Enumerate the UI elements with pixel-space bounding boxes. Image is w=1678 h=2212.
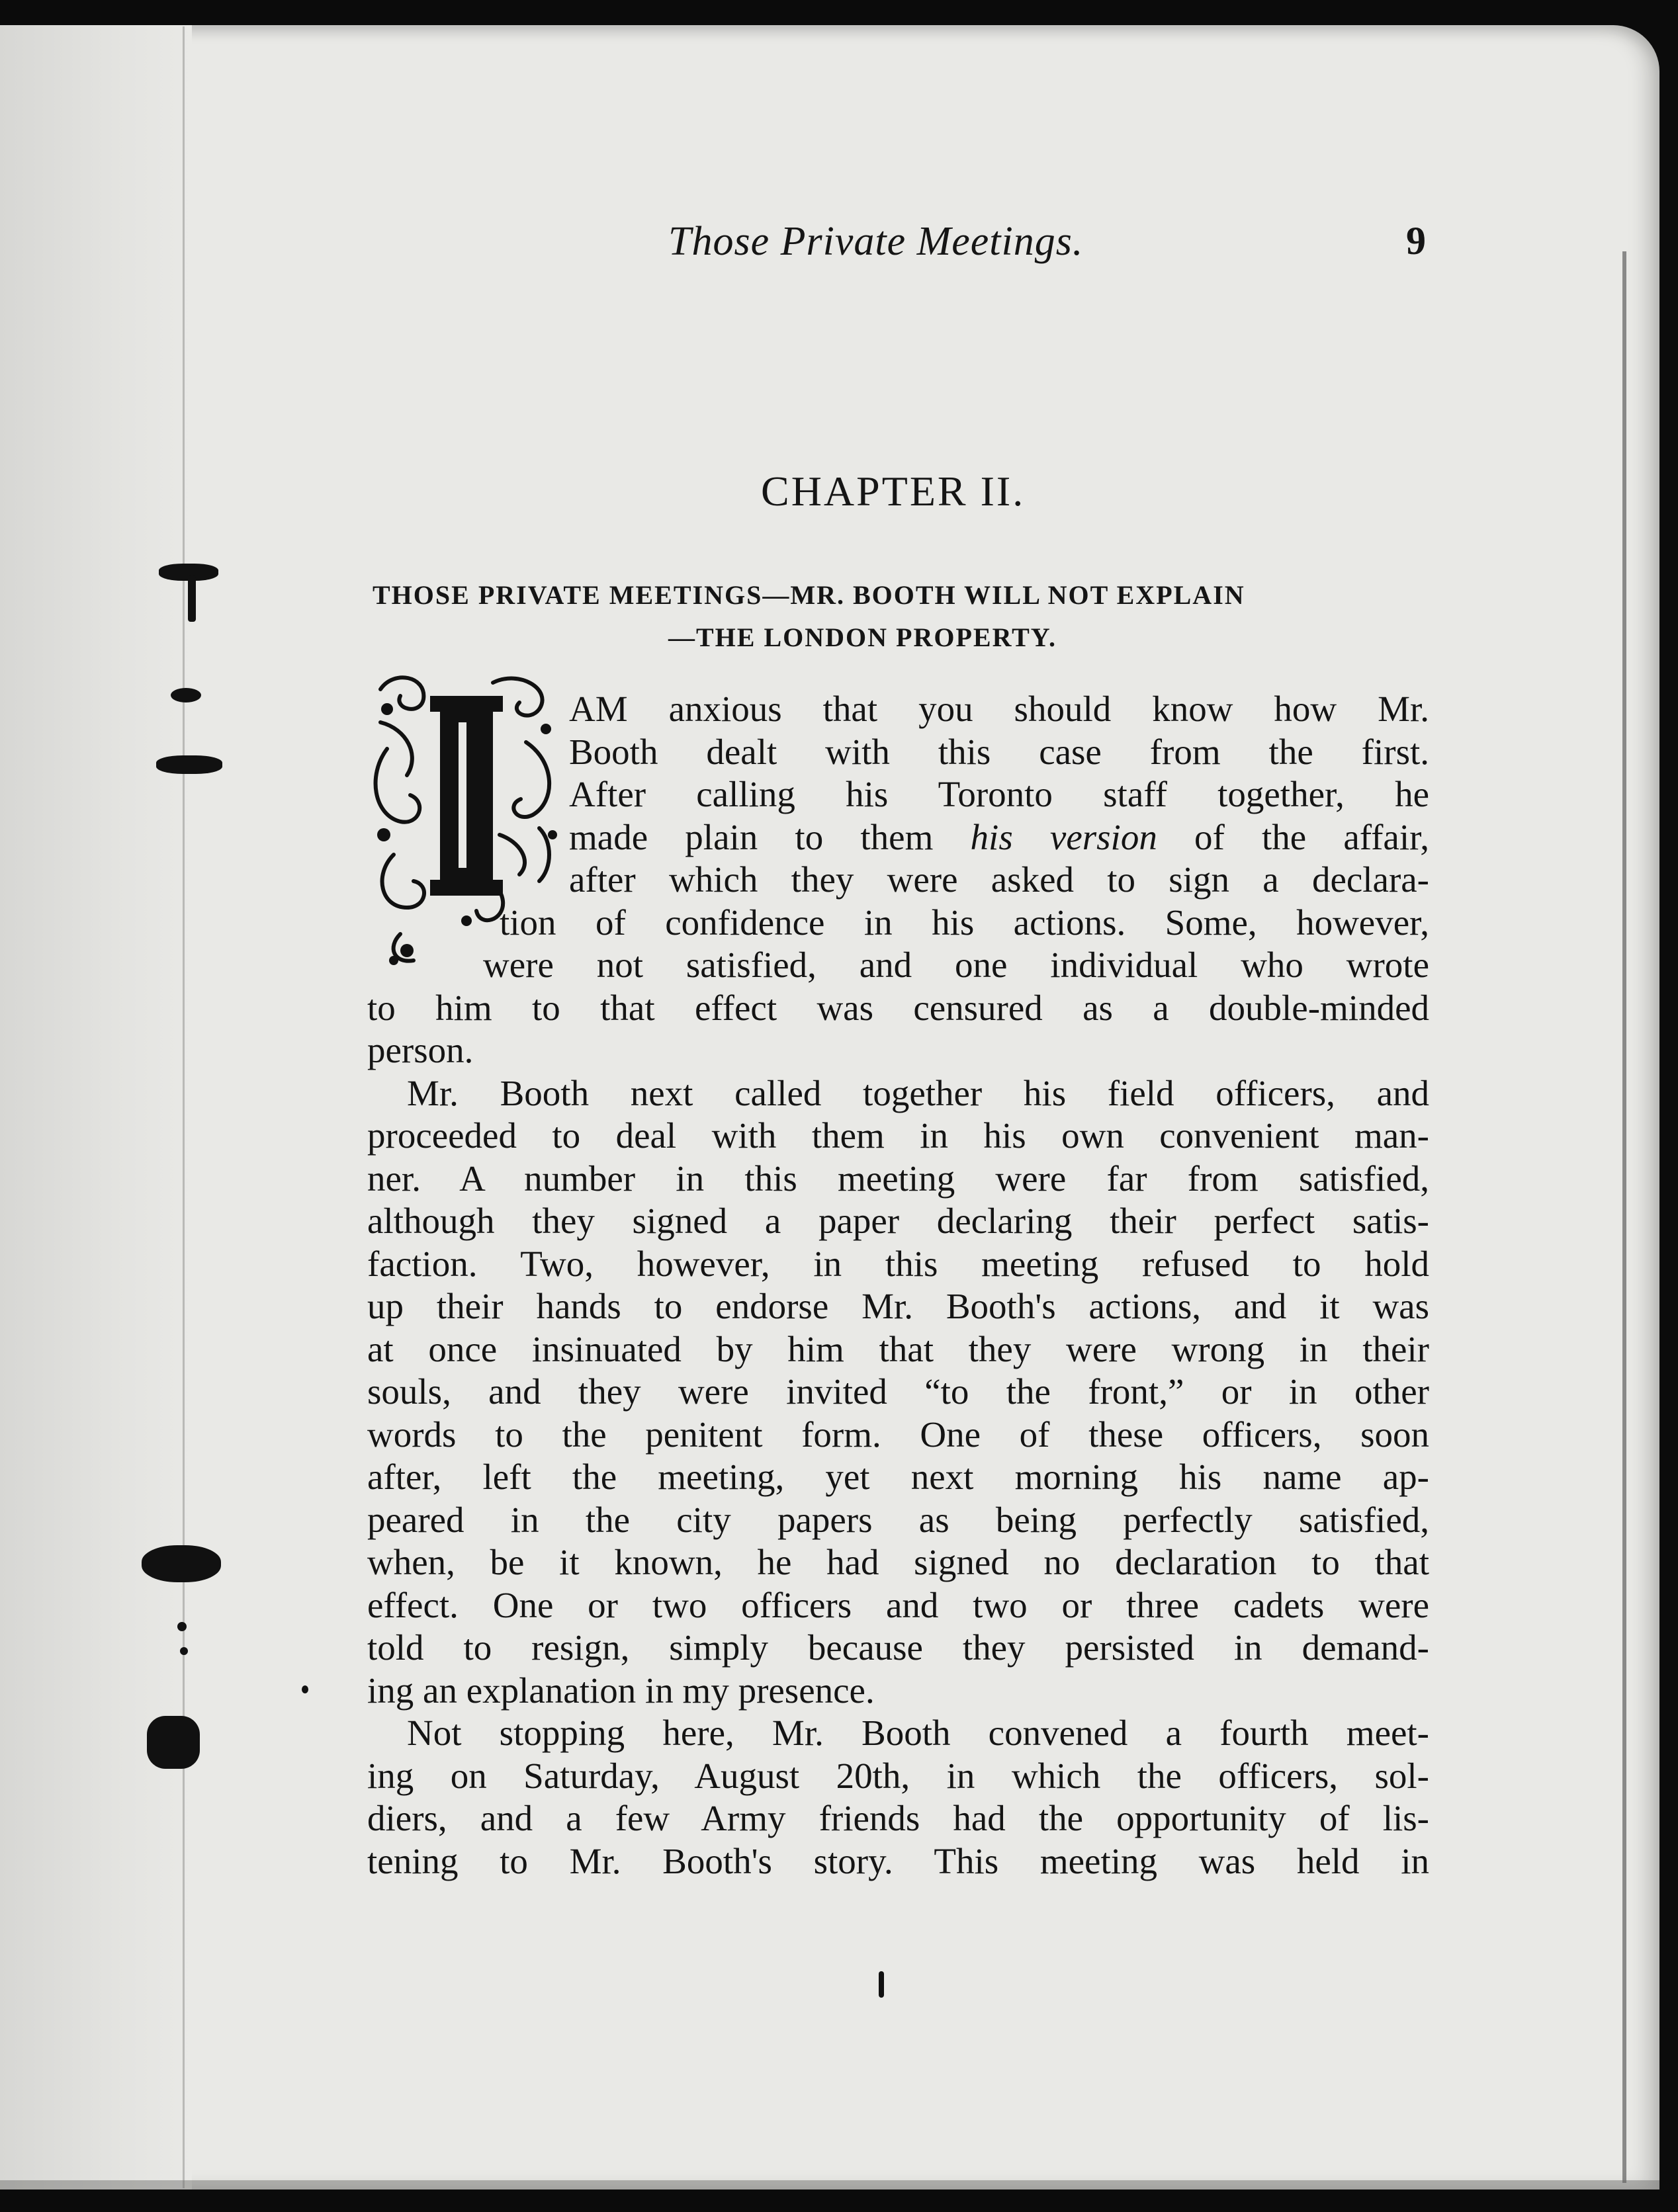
text-line: ing an explanation in my presence.	[367, 1670, 875, 1711]
text-line: were not satisfied, and one individual who wrote	[483, 945, 1429, 985]
text-line: although they signed a paper declaring their perfect satis-	[367, 1201, 1429, 1241]
text-line: Booth dealt with this case from the first.	[569, 731, 1429, 772]
text-line: After calling his Toronto staff together, he	[569, 774, 1429, 814]
running-head	[0, 218, 1678, 271]
binding-gutter	[0, 25, 192, 2190]
text-line: person.	[367, 1030, 474, 1070]
text-line: effect. One or two officers and two or three cadets were	[367, 1584, 1429, 1625]
binding-mark	[879, 1971, 884, 1998]
binding-mark	[156, 755, 222, 774]
binding-mark	[171, 688, 201, 702]
paragraph	[367, 1712, 1429, 1883]
body-text	[367, 688, 1429, 1883]
text-line: AM anxious that you should know how Mr.	[569, 689, 1429, 729]
paragraph	[367, 1072, 1429, 1713]
chapter-summary-line: THOSE PRIVATE MEETINGS—MR. BOOTH WILL NOT EXPLAIN	[373, 580, 1245, 610]
text-line: after which they were asked to sign a declara-	[569, 859, 1429, 900]
text-line: Not stopping here, Mr. Booth convened a fourth meet-	[407, 1713, 1429, 1753]
binding-mark	[147, 1716, 200, 1769]
text-line: Mr. Booth next called together his field officers, and	[407, 1072, 1429, 1113]
fold-line	[183, 26, 185, 2188]
chapter-summary-line: —THE LONDON PROPERTY.	[668, 622, 1057, 652]
text-line: faction. Two, however, in this meeting refused to hold	[367, 1243, 1429, 1284]
text-line: made plain to them his version of the affair,	[569, 816, 1429, 857]
binding-mark	[188, 575, 196, 622]
text-line: words to the penitent form. One of these officers, soon	[367, 1414, 1429, 1455]
page-number: 9	[1406, 219, 1426, 263]
text-line: after, left the meeting, yet next morning his name ap-	[367, 1457, 1429, 1497]
chapter-heading-text: CHAPTER II.	[761, 468, 1026, 515]
text-line: tening to Mr. Booth's story. This meeting was held in	[367, 1840, 1429, 1881]
text-line: proceeded to deal with them in his own convenient man-	[367, 1115, 1429, 1156]
text-line: at once insinuated by him that they were wrong in their	[367, 1328, 1429, 1369]
text-line: to him to that effect was censured as a double-minded	[367, 987, 1429, 1028]
text-line: tion of confidence in his actions. Some, however,	[500, 902, 1429, 943]
text-line: souls, and they were invited “to the front,” or in other	[367, 1371, 1429, 1412]
text-line: peared in the city papers as being perfectly satisfied,	[367, 1499, 1429, 1540]
binding-mark	[142, 1545, 221, 1582]
text-line: ing on Saturday, August 20th, in which the officers, sol-	[367, 1755, 1429, 1796]
paragraph	[367, 688, 1429, 1072]
running-head-title: Those Private Meetings.	[668, 219, 1084, 264]
text-line: when, be it known, he had signed no declaration to that	[367, 1542, 1429, 1582]
page-edge-shadow	[1622, 251, 1626, 2183]
page-bottom-edge	[0, 2180, 1659, 2190]
binding-mark	[177, 1622, 187, 1631]
emphasis-text: his version	[970, 816, 1157, 857]
text-line: up their hands to endorse Mr. Booth's actions, and it was	[367, 1286, 1429, 1326]
text-line: ner. A number in this meeting were far from satisfied,	[367, 1158, 1429, 1199]
text-line: diers, and a few Army friends had the opportunity of lis-	[367, 1798, 1429, 1838]
text-line: told to resign, simply because they persisted in demand-	[367, 1627, 1429, 1668]
binding-mark	[180, 1647, 188, 1655]
binding-mark	[302, 1685, 308, 1693]
